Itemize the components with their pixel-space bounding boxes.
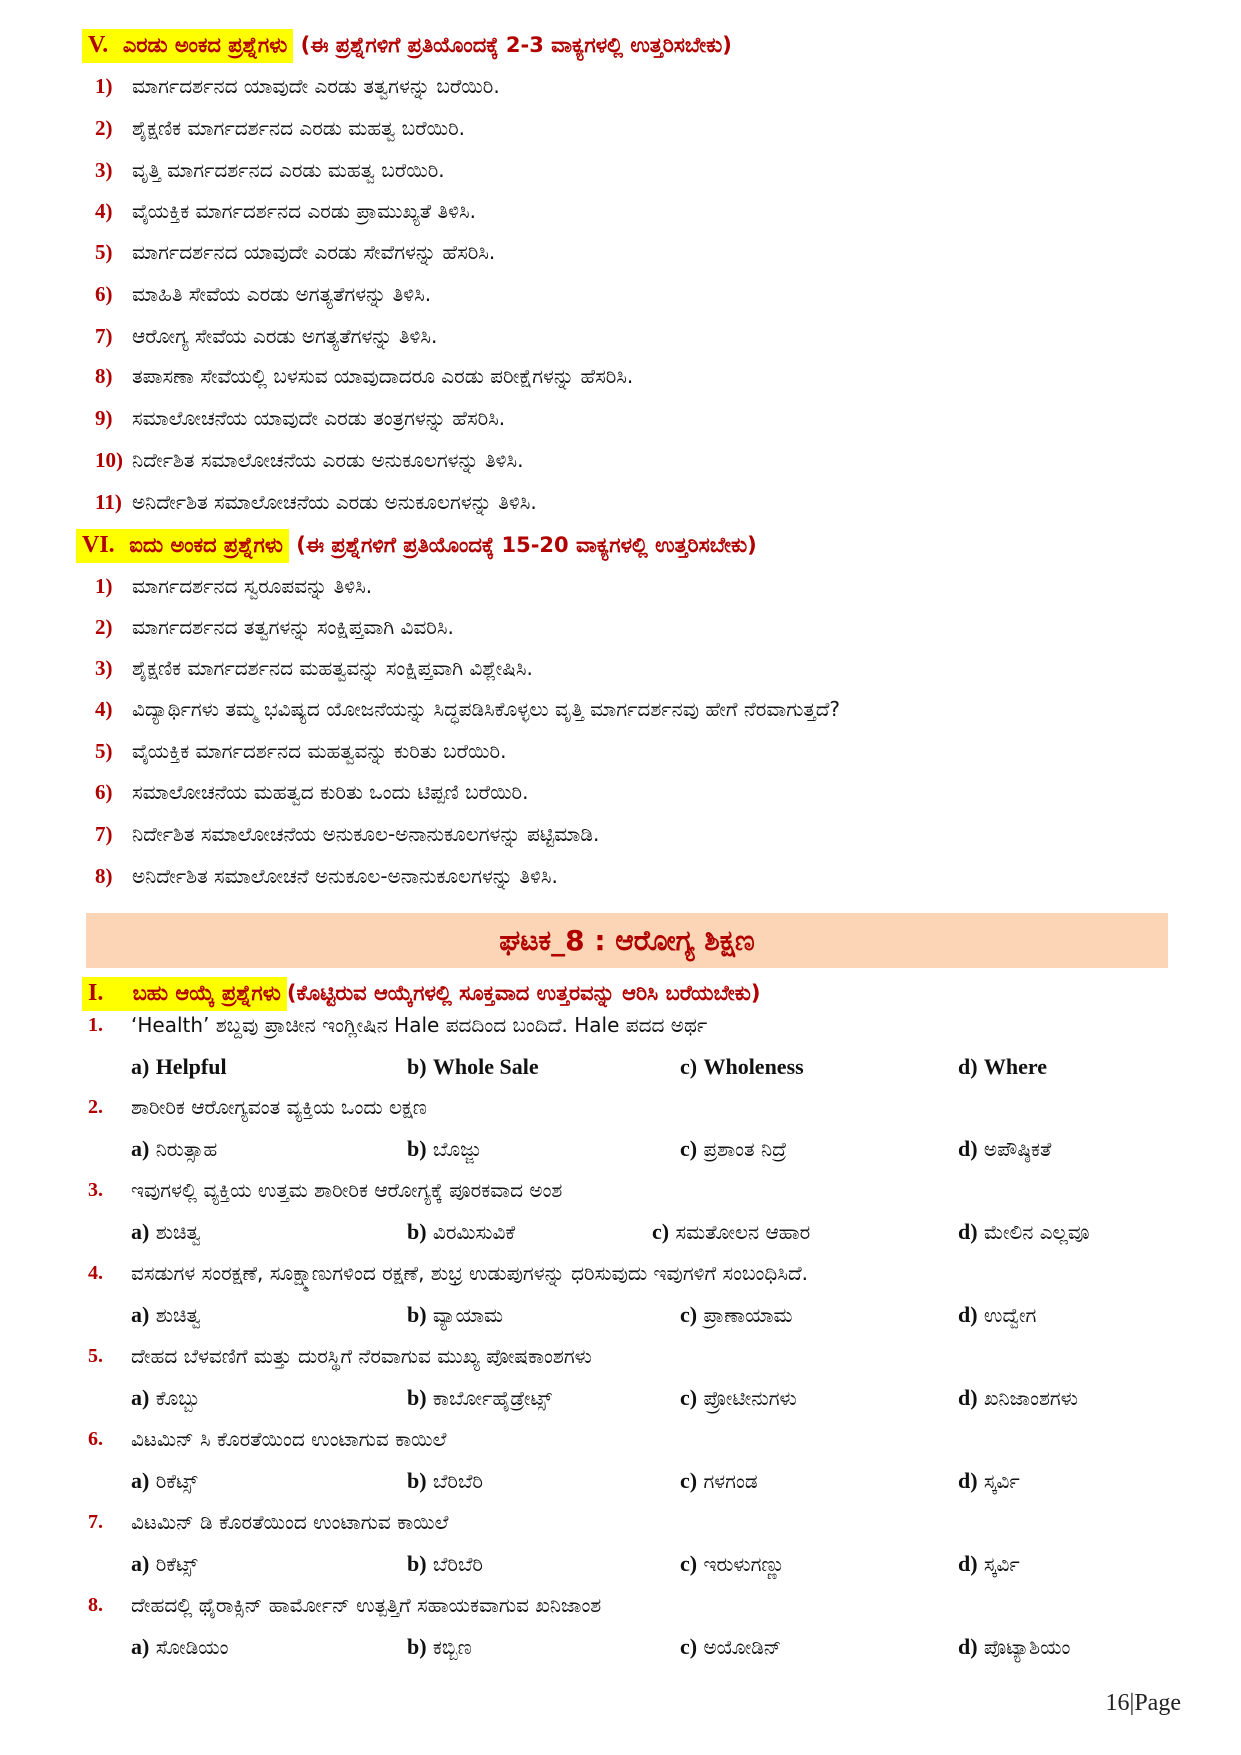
option-letter: d): [958, 1219, 978, 1244]
option-text: ಪ್ರಶಾಂತ ನಿದ್ರೆ: [703, 1137, 787, 1161]
option-letter: a): [131, 1634, 150, 1659]
option-letter: b): [407, 1136, 427, 1161]
list-item: [95, 864, 558, 889]
option-c: [680, 1054, 804, 1080]
option-text: ಸ್ಕರ್ವಿ: [983, 1469, 1020, 1493]
section-v-title-highlight: [82, 29, 293, 63]
question-text: ವಸಡುಗಳ ಸಂರಕ್ಷಣೆ, ಸೂಕ್ಷ್ಮಾಣುಗಳಿಂದ ರಕ್ಷಣೆ, ಶುಭ್ರ ಉಡುಪುಗಳನ್ನು ಧರಿಸುವುದು ಇವುಗಳಿಗೆ ಸಂಬಂಧಿಸಿದೆ.: [131, 1261, 809, 1285]
option-letter: c): [680, 1468, 698, 1493]
item-text: ವೈಯಕ್ತಿಕ ಮಾರ್ಗದರ್ಶನದ ಮಹತ್ವವನ್ನು ಕುರಿತು ಬರೆಯಿರಿ.: [132, 739, 507, 763]
question-text: ವಿಟಮಿನ್ ಸಿ ಕೊರತೆಯಿಂದ ಉಂಟಾಗುವ ಕಾಯಿಲೆ: [131, 1427, 447, 1451]
section-vi-title: ಐದು ಅಂಕದ ಪ್ರಶ್ನೆಗಳು: [129, 533, 283, 557]
item-number: 6): [95, 282, 113, 306]
section-v-title: ಎರಡು ಅಂಕದ ಪ್ರಶ್ನೆಗಳು: [122, 33, 288, 57]
option-text: ಮೇಲಿನ ಎಲ್ಲವೂ: [983, 1220, 1090, 1244]
item-text: ಮಾರ್ಗದರ್ಶನದ ಯಾವುದೇ ಎರಡು ತತ್ವಗಳನ್ನು ಬರೆಯಿರಿ.: [132, 74, 500, 98]
list-item: [95, 656, 533, 681]
option-a: [131, 1468, 198, 1494]
option-b: [407, 1136, 481, 1162]
item-text: ಮಾರ್ಗದರ್ಶನದ ತತ್ವಗಳನ್ನು ಸಂಕ್ಷಿಪ್ತವಾಗಿ ವಿವರಿಸಿ.: [132, 615, 454, 639]
question-number: 6.: [88, 1428, 103, 1450]
option-letter: c): [680, 1551, 698, 1576]
section-v-instruction: (ಈ ಪ್ರಶ್ನೆಗಳಿಗೆ ಪ್ರತಿಯೊಂದಕ್ಕೆ 2-3 ವಾಕ್ಯಗಳಲ್ಲಿ ಉತ್ತರಿಸಬೇಕು): [300, 33, 732, 57]
option-c: [680, 1551, 785, 1577]
item-text: ಶೈಕ್ಷಣಿಕ ಮಾರ್ಗದರ್ಶನದ ಮಹತ್ವವನ್ನು ಸಂಕ್ಷಿಪ್ತವಾಗಿ ವಿಶ್ಲೇಷಿಸಿ.: [132, 656, 533, 680]
option-a: [131, 1551, 198, 1577]
option-b: [407, 1468, 483, 1494]
option-text: ರಿಕೆಟ್ಸ್: [155, 1552, 198, 1576]
option-c: [652, 1219, 810, 1245]
list-item: [95, 448, 524, 473]
item-text: ಅನಿರ್ದೇಶಿತ ಸಮಾಲೋಚನೆ ಅನುಕೂಲ-ಅನಾನುಕೂಲಗಳನ್ನು ತಿಳಿಸಿ.: [132, 864, 558, 888]
option-letter: a): [131, 1054, 150, 1079]
list-item: [95, 822, 599, 847]
item-number: 3): [95, 158, 113, 182]
item-number: 8): [95, 864, 113, 888]
option-letter: b): [407, 1385, 427, 1410]
option-letter: c): [680, 1302, 698, 1327]
item-text: ಅನಿರ್ದೇಶಿತ ಸಮಾಲೋಚನೆಯ ಎರಡು ಅನುಕೂಲಗಳನ್ನು ತಿಳಿಸಿ.: [132, 490, 537, 514]
list-item: [95, 199, 476, 224]
item-number: 2): [95, 615, 113, 639]
item-text: ವೈಯಕ್ತಿಕ ಮಾರ್ಗದರ್ಶನದ ಎರಡು ಪ್ರಾಮುಖ್ಯತೆ ತಿಳಿಸಿ.: [132, 199, 477, 223]
item-number: 1): [95, 574, 113, 598]
section-vi-instruction: (ಈ ಪ್ರಶ್ನೆಗಳಿಗೆ ಪ್ರತಿಯೊಂದಕ್ಕೆ 15-20 ವಾಕ್ಯಗಳಲ್ಲಿ ಉತ್ತರಿಸಬೇಕು): [296, 533, 757, 557]
option-text: ಪ್ರೋಟೀನುಗಳು: [703, 1386, 797, 1410]
item-number: 2): [95, 116, 113, 140]
question-text: ಶಾರೀರಿಕ ಆರೋಗ್ಯವಂತ ವ್ಯಕ್ತಿಯ ಒಂದು ಲಕ್ಷಣ: [131, 1095, 427, 1119]
item-text: ತಪಾಸಣಾ ಸೇವೆಯಲ್ಲಿ ಬಳಸುವ ಯಾವುದಾದರೂ ಎರಡು ಪರೀಕ್ಷೆಗಳನ್ನು ಹೆಸರಿಸಿ.: [132, 364, 634, 388]
option-letter: a): [131, 1219, 150, 1244]
option-letter: b): [407, 1302, 427, 1327]
option-letter: a): [131, 1136, 150, 1161]
list-item: [95, 240, 495, 265]
option-letter: b): [407, 1468, 427, 1493]
mcq-instruction: (ಕೊಟ್ಟಿರುವ ಆಯ್ಕೆಗಳಲ್ಲಿ ಸೂಕ್ತವಾದ ಉತ್ತರವನ್ನು ಆರಿಸಿ ಬರೆಯಬೇಕು): [286, 981, 761, 1005]
item-text: ನಿರ್ದೇಶಿತ ಸಮಾಲೋಚನೆಯ ಎರಡು ಅನುಕೂಲಗಳನ್ನು ತಿಳಿಸಿ.: [132, 448, 524, 472]
question-text: ದೇಹದ ಬೆಳವಣಿಗೆ ಮತ್ತು ದುರಸ್ಥಿಗೆ ನೆರವಾಗುವ ಮುಖ್ಯ ಪೋಷಕಾಂಶಗಳು: [131, 1344, 592, 1368]
item-text: ಮಾರ್ಗದರ್ಶನದ ಸ್ವರೂಪವನ್ನು ತಿಳಿಸಿ.: [132, 574, 373, 598]
item-number: 7): [95, 324, 113, 348]
section-vi-header: [82, 532, 757, 559]
option-letter: c): [680, 1385, 698, 1410]
option-letter: c): [680, 1634, 698, 1659]
option-c: [680, 1302, 793, 1328]
option-text: ಕಾರ್ಬೋಹೈಡ್ರೇಟ್ಸ್: [432, 1386, 552, 1410]
item-text: ಆರೋಗ್ಯ ಸೇವೆಯ ಎರಡು ಅಗತ್ಯತೆಗಳನ್ನು ತಿಳಿಸಿ.: [132, 324, 438, 348]
option-letter: b): [407, 1551, 427, 1576]
list-item: [95, 697, 840, 722]
option-a: [131, 1302, 201, 1328]
option-text: Where: [983, 1054, 1048, 1079]
option-b: [407, 1634, 472, 1660]
list-item: [95, 282, 431, 307]
option-d: [958, 1385, 1078, 1411]
section-vi-title-highlight: [76, 529, 289, 563]
option-text: ಕಬ್ಬಿಣ: [432, 1635, 472, 1659]
question-text: ವಿಟಮಿನ್ ಡಿ ಕೊರತೆಯಿಂದ ಉಂಟಾಗುವ ಕಾಯಿಲೆ: [131, 1510, 449, 1534]
question-number: 8.: [88, 1594, 103, 1616]
option-letter: a): [131, 1551, 150, 1576]
unit-heading-band: [86, 913, 1168, 968]
section-v-header: [88, 32, 732, 59]
option-text: ಬೆರಿಬೆರಿ: [432, 1552, 483, 1576]
option-letter: a): [131, 1468, 150, 1493]
option-d: [958, 1302, 1036, 1328]
item-number: 7): [95, 822, 113, 846]
option-letter: a): [131, 1385, 150, 1410]
option-text: ಇರುಳುಗಣ್ಣು: [703, 1552, 785, 1576]
option-letter: d): [958, 1551, 978, 1576]
option-d: [958, 1136, 1051, 1162]
question-number: 3.: [88, 1179, 103, 1201]
question-text: ದೇಹದಲ್ಲಿ ಥೈರಾಕ್ಸಿನ್ ಹಾರ್ಮೋನ್ ಉತ್ಪತ್ತಿಗೆ ಸಹಾಯಕವಾಗುವ ಖನಿಜಾಂಶ: [131, 1593, 602, 1617]
option-text: ಸಮತೋಲನ ಆಹಾರ: [675, 1220, 811, 1244]
option-letter: d): [958, 1054, 978, 1079]
item-number: 3): [95, 656, 113, 680]
option-text: ಕೊಬ್ಬು: [155, 1386, 201, 1410]
section-v-roman: V.: [88, 32, 109, 58]
unit-title: ಘಟಕ_8 : ಆರೋಗ್ಯ ಶಿಕ್ಷಣ: [499, 924, 755, 957]
list-item: [95, 324, 437, 349]
option-b: [407, 1054, 539, 1080]
list-item: [95, 574, 372, 599]
list-item: [95, 739, 506, 764]
question-number: 1.: [88, 1014, 103, 1036]
option-d: [958, 1054, 1047, 1080]
option-letter: d): [958, 1468, 978, 1493]
option-text: ಅಯೋಡಿನ್: [703, 1635, 782, 1659]
option-text: ನಿರುತ್ಸಾಹ: [155, 1137, 218, 1161]
option-a: [131, 1219, 201, 1245]
option-text: ವಿರಮಿಸುವಿಕೆ: [432, 1220, 516, 1244]
list-item: [95, 490, 537, 515]
item-number: 9): [95, 406, 113, 430]
item-number: 5): [95, 240, 113, 264]
list-item: [95, 364, 633, 389]
question-number: 5.: [88, 1345, 103, 1367]
option-letter: b): [407, 1634, 427, 1659]
option-text: Helpful: [155, 1054, 227, 1079]
question-number: 2.: [88, 1096, 103, 1118]
option-c: [680, 1136, 787, 1162]
option-letter: c): [680, 1054, 698, 1079]
item-number: 6): [95, 780, 113, 804]
option-b: [407, 1219, 515, 1245]
list-item: [95, 158, 445, 183]
option-text: ಉದ್ವೇಗ: [983, 1303, 1037, 1327]
option-text: ಸೋಡಿಯಂ: [155, 1635, 229, 1659]
option-text: Whole Sale: [432, 1054, 539, 1079]
option-text: ಶುಚಿತ್ವ: [155, 1303, 201, 1327]
question-text: ‘Health’ ಶಬ್ದವು ಪ್ರಾಚೀನ ಇಂಗ್ಲೀಷಿನ Hale ಪದದಿಂದ ಬಂದಿದೆ. Hale ಪದದ ಅರ್ಥ: [131, 1013, 708, 1037]
option-letter: c): [680, 1136, 698, 1161]
option-text: ಬೆರಿಬೆರಿ: [432, 1469, 483, 1493]
option-text: ಗಳಗಂಡ: [703, 1469, 758, 1493]
item-text: ನಿರ್ದೇಶಿತ ಸಮಾಲೋಚನೆಯ ಅನುಕೂಲ-ಅನಾನುಕೂಲಗಳನ್ನು ಪಟ್ಟಿಮಾಡಿ.: [132, 822, 600, 846]
mcq-title: ಬಹು ಆಯ್ಕೆ ಪ್ರಶ್ನೆಗಳು: [132, 981, 281, 1005]
list-item: [95, 615, 454, 640]
option-text: ಶುಚಿತ್ವ: [155, 1220, 201, 1244]
option-text: ರಿಕೆಟ್ಸ್: [155, 1469, 198, 1493]
option-letter: c): [652, 1219, 670, 1244]
option-text: ಪ್ರಾಣಾಯಾಮ: [703, 1303, 793, 1327]
option-text: ವ್ಯಾಯಾಮ: [432, 1303, 504, 1327]
list-item: [95, 74, 500, 99]
option-c: [680, 1634, 781, 1660]
option-d: [958, 1468, 1020, 1494]
option-d: [958, 1634, 1070, 1660]
item-number: 10): [95, 448, 123, 472]
list-item: [95, 116, 465, 141]
option-a: [131, 1385, 200, 1411]
option-d: [958, 1551, 1020, 1577]
item-text: ಸಮಾಲೋಚನೆಯ ಯಾವುದೇ ಎರಡು ತಂತ್ರಗಳನ್ನು ಹೆಸರಿಸಿ.: [132, 406, 506, 430]
item-number: 8): [95, 364, 113, 388]
option-letter: a): [131, 1302, 150, 1327]
section-vi-roman: VI.: [82, 532, 115, 558]
option-d: [958, 1219, 1089, 1245]
mcq-roman: I.: [88, 980, 104, 1006]
question-number: 4.: [88, 1262, 103, 1284]
item-text: ಸಮಾಲೋಚನೆಯ ಮಹತ್ವದ ಕುರಿತು ಒಂದು ಟಿಪ್ಪಣಿ ಬರೆಯಿರಿ.: [132, 780, 529, 804]
option-letter: b): [407, 1054, 427, 1079]
option-letter: d): [958, 1634, 978, 1659]
option-text: Wholeness: [703, 1054, 804, 1079]
option-letter: d): [958, 1302, 978, 1327]
item-number: 1): [95, 74, 113, 98]
option-b: [407, 1551, 483, 1577]
option-text: ಖನಿಜಾಂಶಗಳು: [983, 1386, 1078, 1410]
option-a: [131, 1054, 227, 1080]
option-c: [680, 1468, 758, 1494]
option-text: ಸ್ಕರ್ವಿ: [983, 1552, 1020, 1576]
option-text: ಪೊಟ್ಯಾಶಿಯಂ: [983, 1635, 1071, 1659]
option-letter: d): [958, 1136, 978, 1161]
question-number: 7.: [88, 1511, 103, 1533]
list-item: [95, 406, 505, 431]
item-number: 11): [95, 490, 122, 514]
option-letter: d): [958, 1385, 978, 1410]
item-text: ಮಾಹಿತಿ ಸೇವೆಯ ಎರಡು ಅಗತ್ಯತೆಗಳನ್ನು ತಿಳಿಸಿ.: [132, 282, 432, 306]
item-number: 4): [95, 697, 113, 721]
option-a: [131, 1136, 217, 1162]
mcq-header: [88, 980, 760, 1007]
option-text: ಅಪೌಷ್ಠಿಕತೆ: [983, 1137, 1052, 1161]
item-text: ವಿದ್ಯಾರ್ಥಿಗಳು ತಮ್ಮ ಭವಿಷ್ಯದ ಯೋಜನೆಯನ್ನು ಸಿದ್ಧಪಡಿಸಿಕೊಳ್ಳಲು ವೃತ್ತಿ ಮಾರ್ಗದರ್ಶನವು ಹೇಗೆ ನೆರವಾಗುತ್ತದೆ?: [132, 697, 841, 721]
option-b: [407, 1385, 552, 1411]
item-text: ವೃತ್ತಿ ಮಾರ್ಗದರ್ಶನದ ಎರಡು ಮಹತ್ವ ಬರೆಯಿರಿ.: [132, 158, 445, 182]
item-number: 5): [95, 739, 113, 763]
item-number: 4): [95, 199, 113, 223]
option-a: [131, 1634, 229, 1660]
item-text: ಶೈಕ್ಷಣಿಕ ಮಾರ್ಗದರ್ಶನದ ಎರಡು ಮಹತ್ವ ಬರೆಯಿರಿ.: [132, 116, 465, 140]
mcq-title-highlight: [82, 977, 287, 1011]
option-c: [680, 1385, 797, 1411]
option-text: ಬೊಜ್ಜು: [432, 1137, 482, 1161]
option-letter: b): [407, 1219, 427, 1244]
list-item: [95, 780, 528, 805]
question-text: ಇವುಗಳಲ್ಲಿ ವ್ಯಕ್ತಿಯ ಉತ್ತಮ ಶಾರೀರಿಕ ಆರೋಗ್ಯಕ್ಕೆ ಪೂರಕವಾದ ಅಂಶ: [131, 1178, 563, 1202]
page-number: 16|Page: [1105, 1690, 1181, 1716]
option-b: [407, 1302, 503, 1328]
item-text: ಮಾರ್ಗದರ್ಶನದ ಯಾವುದೇ ಎರಡು ಸೇವೆಗಳನ್ನು ಹೆಸರಿಸಿ.: [132, 240, 496, 264]
